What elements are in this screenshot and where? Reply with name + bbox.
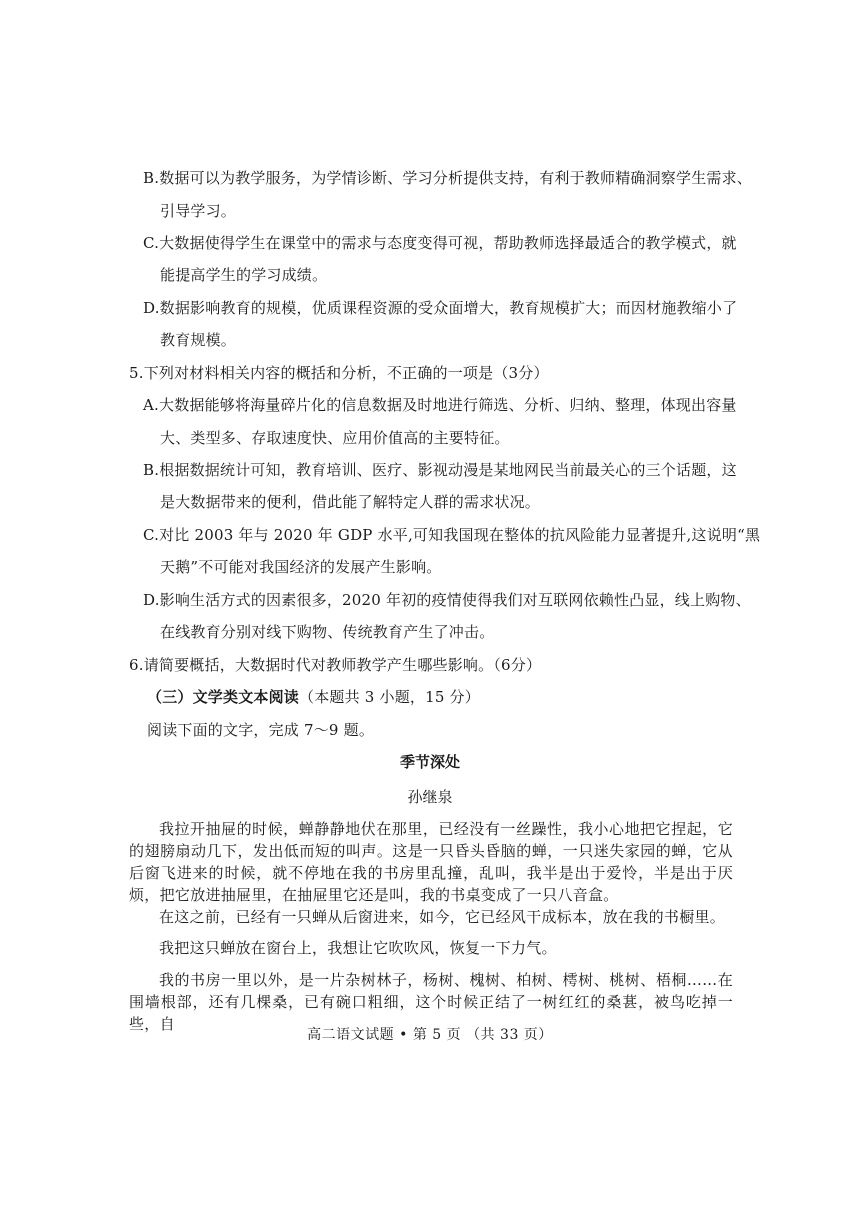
q4-option-d-line1: D.数据影响教育的规模，优质课程资源的受众面增大，教育规模扩大；而因材施教缩小了 <box>143 299 738 317</box>
q5-option-c-line2: 天鹅”不可能对我国经济的发展产生影响。 <box>160 558 442 576</box>
page-footer: 高二语文试题 • 第 5 页 （共 33 页） <box>307 1027 553 1043</box>
q4-option-d-line2: 教育规模。 <box>160 331 237 349</box>
article-author: 孙继泉 <box>407 788 453 806</box>
section-instruction: 阅读下面的文字，完成 7～9 题。 <box>147 721 375 739</box>
q5-option-b-line1: B.根据数据统计可知，教育培训、医疗、影视动漫是某地网民当前最关心的三个话题，这 <box>143 461 737 479</box>
q4-option-c-line1: C.大数据使得学生在课堂中的需求与态度变得可视，帮助教师选择最适合的教学模式，就 <box>143 234 737 252</box>
article-paragraph: 在这之前，已经有一只蝉从后窗进来，如今，它已经风干成标本，放在我的书橱里。 <box>159 908 726 926</box>
section-heading <box>147 687 480 707</box>
section-note: （本题共 3 小题，15 分） <box>299 688 480 706</box>
q4-option-b-line2: 引导学习。 <box>160 202 237 220</box>
q5-option-a-line1: A.大数据能够将海量碎片化的信息数据及时地进行筛选、分析、归纳、整理，体现出容量 <box>143 396 737 414</box>
article-paragraph: 我的书房一里以外，是一片杂树林子，杨树、槐树、柏树、樗树、桃树、梧桐……在围墙根部，还有几棵桑，已有碗口粗细，这个时候正结了一树红红的桑葚，被鸟吃掉一些，自 <box>129 971 733 1033</box>
q6-stem: 6.请简要概括，大数据时代对教师教学产生哪些影响。（6分） <box>129 656 542 674</box>
q5-option-d-line2: 在线教育分别对线下购物、传统教育产生了冲击。 <box>160 623 495 641</box>
q5-option-b-line2: 是大数据带来的便利，借此能了解特定人群的需求状况。 <box>160 493 541 511</box>
q4-option-b-line1: B.数据可以为教学服务，为学情诊断、学习分析提供支持，有利于教师精确洞察学生需求、 <box>143 169 752 187</box>
article-paragraph: 我把这只蝉放在窗台上，我想让它吹吹风，恢复一下力气。 <box>159 939 557 957</box>
article-paragraph: 我拉开抽屉的时候，蝉静静地伏在那里，已经没有一丝躁性，我小心地把它捏起，它的翅膀扇动几下，发出低而短的叫声。这是一只昏头昏脑的蝉，一只迷失家园的蝉，它从后窗飞进来的时候，就不停地在我的书房里乱撞，乱叫，我半是出于爱怜，半是出于厌烦，把它放进抽屉里，在抽屉里它还是叫，我的书桌变成了一只八音盒。 <box>129 820 733 904</box>
q5-option-a-line2: 大、类型多、存取速度快、应用价值高的主要特征。 <box>160 429 510 447</box>
article-title: 季节深处 <box>399 753 460 771</box>
q4-option-c-line2: 能提高学生的学习成绩。 <box>160 266 328 284</box>
q5-option-c-line1: C.对比 2003 年与 2020 年 GDP 水平,可知我国现在整体的抗风险能力显著提升,这说明“黑 <box>143 526 761 544</box>
q5-option-d-line1: D.影响生活方式的因素很多，2020 年初的疫情使得我们对互联网依赖性凸显，线上购物、 <box>143 591 751 609</box>
q5-stem: 5.下列对材料相关内容的概括和分析，不正确的一项是（3分） <box>129 364 549 382</box>
section-title: （三）文学类文本阅读 <box>147 688 300 706</box>
